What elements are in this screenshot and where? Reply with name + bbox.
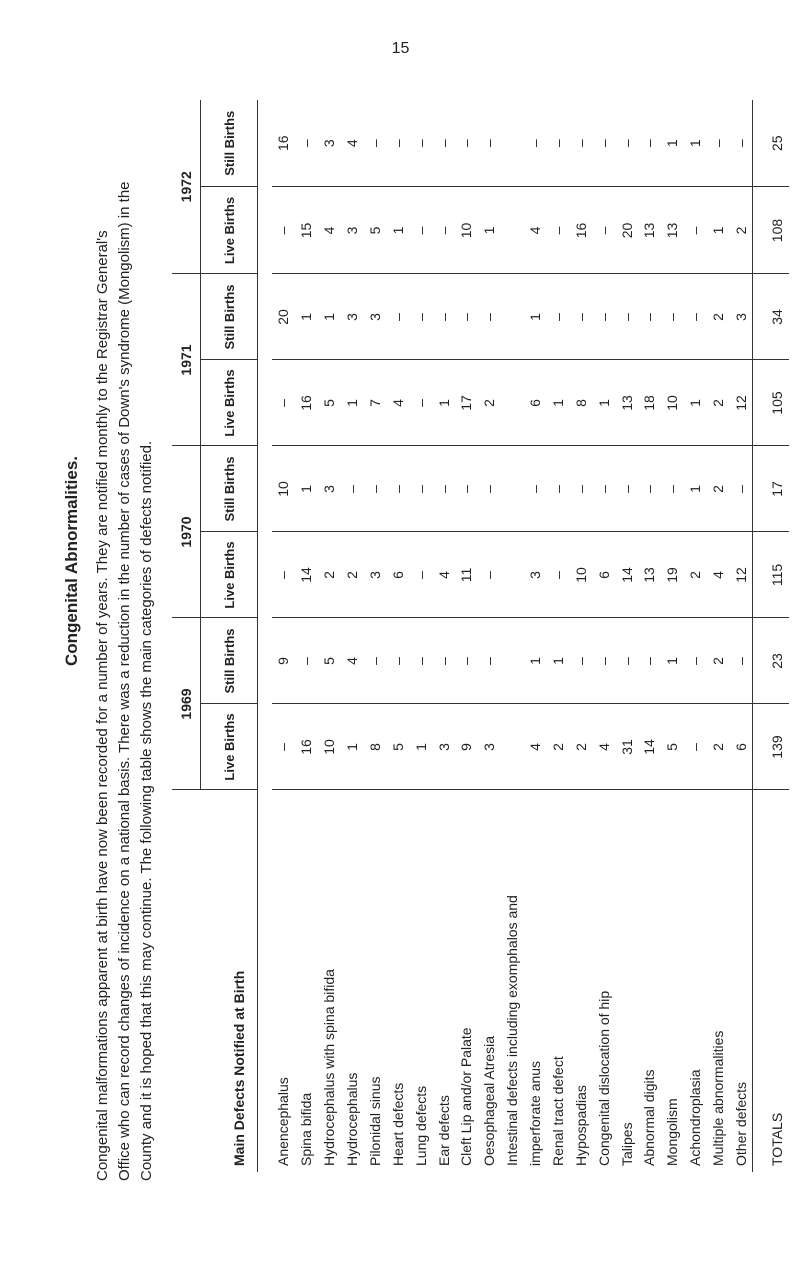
table-cell: 16 [275,135,292,152]
row-label: Lung defects [409,790,432,1172]
table-cell: 4 [524,704,547,790]
table-cell: 15 [295,187,318,274]
table-cell: 14 [295,532,318,618]
table-cell: 108 [753,187,789,274]
table-cell: – [432,274,455,360]
table-cell: 10 [318,704,341,790]
table-row [707,100,730,1172]
table-cell: 115 [753,532,789,618]
table-cell: 2 [707,360,730,446]
defects-table [172,100,789,1172]
table-cell: 8 [364,704,387,790]
table-cell: 13 [661,187,684,274]
table-cell: 8 [569,360,592,446]
table-cell: 12 [730,360,753,446]
row-label: Hydrocephalus [341,790,364,1172]
table-cell: 23 [753,618,789,704]
row-label: Oesophageal Atresia [478,790,501,1172]
table-cell: 5 [318,360,341,446]
table-cell: – [386,274,409,360]
table-cell: 20 [615,187,638,274]
table-cell: 19 [661,532,684,618]
table-cell: – [572,139,589,148]
row-label: Ear defects [432,790,455,1172]
table-cell: 1 [707,187,730,274]
table-cell: 5 [386,704,409,790]
table-cell: 1 [341,360,364,446]
table-cell: 1 [524,274,547,360]
table-cell: 12 [730,532,753,618]
row-label: Pilonidal sinus [364,790,387,1172]
table-cell: – [366,139,383,148]
table-cell: 10 [272,446,295,532]
table-row [478,100,501,1172]
table-cell: 3 [364,532,387,618]
table-cell: 11 [455,532,478,618]
table-cell: 14 [615,532,638,618]
table-cell: – [684,618,707,704]
table-cell: – [298,139,315,148]
table-cell: 2 [341,532,364,618]
table-cell: – [547,274,570,360]
table-cell [501,532,524,618]
table-cell: 2 [730,187,753,274]
table-cell: 1 [547,360,570,446]
intro-line: Office who can record changes of incidence on a national basis. There was a reduction in the number of cases of Down's syndrome (Mongolism) in the [116,181,133,1181]
table-row [295,100,318,1172]
table-cell: 4 [386,360,409,446]
table-cell: 3 [341,187,364,274]
table-cell: 1 [432,360,455,446]
table-row [730,100,753,1172]
table-row [753,100,789,1172]
row-label: Anencephalus [272,790,295,1172]
table-cell: – [547,532,570,618]
table-cell: 13 [615,360,638,446]
table-cell: 1 [687,139,704,148]
table-cell: – [432,446,455,532]
table-cell: 4 [341,618,364,704]
table-cell: 10 [455,187,478,274]
heading: Congenital Abnormalities. [62,455,81,666]
table-cell: 1 [478,187,501,274]
table-cell: 2 [547,704,570,790]
table-cell: 9 [455,704,478,790]
table-cell: 5 [661,704,684,790]
table-cell: 13 [638,532,661,618]
table-cell: 6 [386,532,409,618]
table-cell: 2 [318,532,341,618]
row-label: Cleft Lip and/or Palate [455,790,478,1172]
table-cell: – [386,618,409,704]
table-cell [501,360,524,446]
column-header-defects: Main Defects Notified at Birth [172,790,258,1172]
table-cell: – [661,274,684,360]
table-cell: 1 [684,446,707,532]
table-cell: – [569,618,592,704]
table-cell: – [547,187,570,274]
table-cell: 1 [409,704,432,790]
year-header: 1971 [172,274,201,446]
table-cell: 2 [478,360,501,446]
table-cell: – [409,532,432,618]
table-row [569,100,592,1172]
table-cell: 16 [295,704,318,790]
table-row [409,100,432,1172]
table-cell [501,704,524,790]
table-cell: 3 [524,532,547,618]
still-births-header: Still Births [201,274,258,360]
row-label: Mongolism [661,790,684,1172]
table-cell: 3 [321,139,338,148]
table-cell: – [272,532,295,618]
table-cell: 2 [707,446,730,532]
table-cell: 10 [661,360,684,446]
table-cell: – [730,618,753,704]
table-cell: – [684,274,707,360]
row-label: Talipes [615,790,638,1172]
table-cell: – [272,187,295,274]
still-births-header: Still Births [201,100,258,187]
table-cell: – [592,446,615,532]
table-cell: 1 [524,618,547,704]
row-label: imperforate anus [524,790,547,1172]
table-cell: – [478,446,501,532]
table-cell: 9 [272,618,295,704]
table-cell: – [524,446,547,532]
table-cell: 18 [638,360,661,446]
table-cell: – [295,618,318,704]
table-cell: – [478,532,501,618]
table-cell: 31 [615,704,638,790]
table-cell: – [641,139,658,148]
table-cell: 3 [730,274,753,360]
table-row [547,100,570,1172]
table-cell: – [409,187,432,274]
table-cell: 6 [524,360,547,446]
table-cell: 17 [753,446,789,532]
table-cell: 2 [707,274,730,360]
table-cell: – [409,446,432,532]
table-cell: – [272,704,295,790]
table-cell: 1 [684,360,707,446]
intro-paragraph [92,51,158,1181]
table-cell: 7 [364,360,387,446]
table-cell: 105 [753,360,789,446]
table-cell: 1 [547,618,570,704]
still-births-header: Still Births [201,446,258,532]
table-row [432,100,455,1172]
table-cell [501,100,524,187]
table-row [341,100,364,1172]
row-label: Spina bifida [295,790,318,1172]
table-cell: 4 [432,532,455,618]
year-header: 1970 [172,446,201,618]
table-cell [501,618,524,704]
table-cell: – [684,704,707,790]
table-cell: 13 [638,187,661,274]
table-cell: 4 [344,139,361,148]
table-body [258,100,790,1172]
table-cell: – [478,274,501,360]
table-cell: – [592,187,615,274]
table-cell: 1 [386,187,409,274]
table-cell: – [569,274,592,360]
table-cell: – [409,618,432,704]
live-births-header: Live Births [201,187,258,274]
table-cell: – [592,274,615,360]
row-label: Heart defects [386,790,409,1172]
table-cell [501,446,524,532]
table-cell: – [661,446,684,532]
table-cell: 4 [592,704,615,790]
table-cell: 2 [707,618,730,704]
table-cell: – [638,446,661,532]
still-births-header: Still Births [201,618,258,704]
table-cell: – [710,139,727,148]
table-cell: – [409,274,432,360]
table-cell: 16 [295,360,318,446]
intro-line: Congenital malformations apparent at birth have now been recorded for a number of years. They are notified monthly to the Registrar General's [94,230,111,1181]
live-births-header: Live Births [201,360,258,446]
table-row [638,100,661,1172]
table-cell: 2 [684,532,707,618]
table-cell: – [549,139,566,148]
table-cell: – [455,618,478,704]
table-cell: – [615,618,638,704]
table-cell: 3 [318,446,341,532]
table-cell: 16 [569,187,592,274]
table-cell: – [409,360,432,446]
table-row [455,100,478,1172]
table-cell: 34 [753,274,789,360]
table-cell: 139 [753,704,789,790]
table-cell: – [386,446,409,532]
table-cell: – [432,618,455,704]
table-cell: – [730,446,753,532]
row-label: Abnormal digits [638,790,661,1172]
table-cell: – [481,139,498,148]
live-births-header: Live Births [201,704,258,790]
table-cell: – [732,139,749,148]
year-header: 1972 [172,100,201,274]
table-cell: 6 [730,704,753,790]
table-cell: – [455,274,478,360]
table-cell: – [432,187,455,274]
table-cell: 3 [478,704,501,790]
row-label: Renal tract defect [547,790,570,1172]
table-cell: 1 [295,274,318,360]
table-cell: – [455,446,478,532]
table-cell: 17 [455,360,478,446]
table-cell: 4 [524,187,547,274]
table-cell: 5 [364,187,387,274]
table-cell: – [341,446,364,532]
table-row [592,100,615,1172]
table-cell: – [615,274,638,360]
table-cell: 1 [661,618,684,704]
table-cell: 1 [664,139,681,148]
table-cell: – [435,139,452,148]
table-row [272,100,295,1172]
table-cell: – [478,618,501,704]
table-cell: – [547,446,570,532]
table-cell [501,274,524,360]
table-cell: 20 [272,274,295,360]
table-cell: 1 [295,446,318,532]
intro-line: County and it is hoped that this may continue. The following table shows the main categories of defects notified. [138,440,155,1181]
table-cell: – [615,446,638,532]
row-label: Other defects [730,790,753,1172]
table-cell: 2 [569,704,592,790]
table-cell: 2 [707,704,730,790]
table-cell: 10 [569,532,592,618]
spacer-row [258,100,273,1172]
row-label: TOTALS [753,790,789,1172]
table-cell: – [638,618,661,704]
table-cell: 14 [638,704,661,790]
table-row [661,100,684,1172]
table-cell: – [638,274,661,360]
table-cell: – [527,139,544,148]
table-cell: – [684,187,707,274]
table-cell: 1 [592,360,615,446]
table-cell: 25 [753,100,789,187]
table-cell: 1 [318,274,341,360]
spacer-cell [258,100,273,1172]
table-cell: – [569,446,592,532]
table-cell: 1 [341,704,364,790]
page-number: 15 [391,40,410,57]
row-label: Hydrocephalus with spina bifida [318,790,341,1172]
table-cell: – [618,139,635,148]
table-cell [501,187,524,274]
table-row [684,100,707,1172]
row-label: Intestinal defects including exomphalos and [501,790,524,1172]
table-cell: 5 [318,618,341,704]
table-cell: 3 [341,274,364,360]
row-label: Congenital dislocation of hip [592,790,615,1172]
table-row [364,100,387,1172]
table-cell: – [364,446,387,532]
live-births-header: Live Births [201,532,258,618]
table-cell: 4 [318,187,341,274]
table-row [501,100,524,1172]
table-row [615,100,638,1172]
table-cell: – [458,139,475,148]
table-cell: – [595,139,612,148]
table-row [386,100,409,1172]
table-cell: – [272,360,295,446]
table-cell: – [364,618,387,704]
table-cell: – [412,139,429,148]
table-cell: 4 [707,532,730,618]
table-cell: 3 [364,274,387,360]
table-cell: – [592,618,615,704]
row-label: Hypospadias [569,790,592,1172]
table-cell: 3 [432,704,455,790]
row-label: Multiple abnormalities [707,790,730,1172]
table-row [318,100,341,1172]
year-header: 1969 [172,618,201,790]
table-row [524,100,547,1172]
row-label: Achondroplasia [684,790,707,1172]
table-cell: – [389,139,406,148]
table-cell: 6 [592,532,615,618]
